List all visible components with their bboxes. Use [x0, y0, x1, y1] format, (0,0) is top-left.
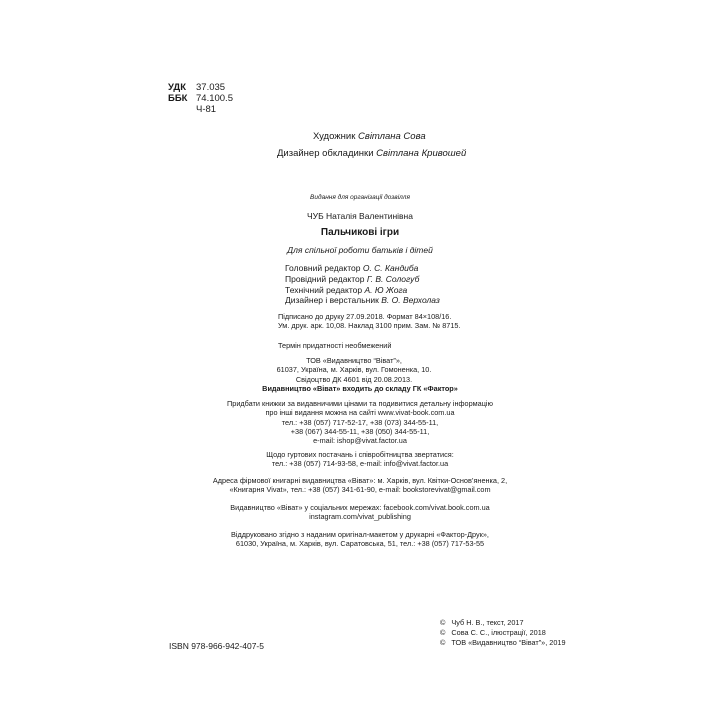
classification-block	[168, 82, 233, 115]
shop-info-block	[0, 476, 720, 495]
copyright-symbol: ©	[440, 628, 446, 638]
buy-info-line: про інші видання можна на сайті www.vivat-book.com.ua	[265, 408, 455, 418]
publisher-group: Видавництво «Віват» входить до складу ГК «Фактор»	[262, 383, 458, 393]
social-info-block	[0, 503, 720, 522]
author-mark-value: Ч-81	[196, 104, 217, 115]
print-info-line: Ум. друк. арк. 10,08. Наклад 3100 прим. Зам. № 8715.	[278, 321, 461, 331]
book-author: ЧУБ Наталія Валентинівна	[307, 211, 413, 221]
buy-info-line: Придбати книжки за видавничими цінами та подивитися детальну інформацію	[227, 399, 493, 408]
cover-designer-credit	[277, 148, 466, 159]
editor-role: Провідний редактор	[285, 273, 365, 284]
copyright-text: Чуб Н. В., текст, 2017	[451, 618, 524, 627]
udc-label: УДК	[168, 82, 186, 93]
editor-name: А. Ю Жога	[364, 284, 408, 295]
copyright-row	[440, 618, 566, 628]
artist-credit	[313, 131, 426, 142]
edition-note: Видання для організації дозвілля	[310, 194, 410, 201]
isbn: ISBN 978-966-942-407-5	[169, 641, 264, 651]
buy-info-line: +38 (067) 344-55-11, +38 (050) 344-55-11,	[290, 426, 430, 436]
copyright-symbol: ©	[440, 618, 446, 627]
print-info-line: Підписано до друку 27.09.2018. Формат 84×108/16.	[278, 312, 452, 321]
editor-name: О. С. Кандиба	[362, 263, 419, 273]
buy-info-line: e-mail: ishop@vivat.factor.ua	[313, 436, 407, 446]
editor-role: Головний редактор	[285, 263, 361, 273]
shop-info-line: Адреса фірмової книгарні видавництва «Віват»: м. Харків, вул. Квітки-Основ’яненка, 2,	[212, 476, 508, 485]
publisher-block	[0, 356, 720, 393]
editor-role: Дизайнер і верстальник	[285, 295, 379, 306]
book-subtitle: Для спільної роботи батьків і дітей	[287, 245, 433, 255]
buy-info-block	[0, 399, 720, 445]
editor-name: Г. В. Сологуб	[366, 273, 420, 284]
editor-row	[285, 263, 440, 274]
bbk-label: ББК	[168, 93, 188, 104]
editor-row	[285, 295, 440, 306]
editor-role: Технічний редактор	[285, 284, 363, 295]
copyright-row	[440, 628, 566, 638]
editor-name: В. О. Верхолаз	[381, 295, 440, 306]
editors-block	[285, 263, 440, 306]
editor-row	[285, 274, 440, 285]
artist-name: Світлана Сова	[358, 131, 426, 142]
publisher-line: 61037, Україна, м. Харків, вул. Гомоненка, 10.	[276, 365, 432, 375]
copyright-text: Сова С. С., ілюстрації, 2018	[451, 628, 546, 638]
shelf-life: Термін придатності необмежений	[278, 341, 392, 350]
udc-row	[168, 82, 233, 93]
copyright-row	[440, 638, 566, 648]
copyright-block	[440, 618, 566, 649]
cover-designer-name: Світлана Кривошей	[376, 148, 467, 159]
copyright-symbol: ©	[440, 638, 446, 648]
social-info-line: instagram.com/vivat_publishing	[309, 512, 411, 522]
book-title: Пальчикові ігри	[320, 227, 400, 238]
printing-info-block	[0, 530, 720, 549]
wholesale-info-line: тел.: +38 (057) 714-93-58, e-mail: info@vivat.factor.ua	[271, 459, 449, 469]
publisher-line: Свідоцтво ДК 4601 від 20.08.2013.	[295, 374, 413, 384]
shop-info-line: «Книгарня Vivat», тел.: +38 (057) 341-61-90, e-mail: bookstorevivat@gmail.com	[229, 485, 491, 495]
bbk-value: 74.100.5	[196, 93, 233, 104]
cover-designer-label: Дизайнер обкладинки	[277, 148, 374, 159]
buy-info-line: тел.: +38 (057) 717-52-17, +38 (073) 344-55-11,	[281, 417, 439, 427]
bbk-row	[168, 93, 233, 104]
artist-label: Художник	[313, 131, 356, 142]
author-mark-row	[168, 104, 233, 115]
social-info-line: Видавництво «Віват» у соціальних мережах: facebook.com/vivat.book.com.ua	[230, 503, 490, 512]
wholesale-info-line: Щодо гуртових постачань і співробітництва звертатися:	[266, 450, 454, 459]
printing-info-line: 61030, Україна, м. Харків, вул. Саратовська, 51, тел.: +38 (057) 717-53-55	[235, 539, 485, 549]
print-info	[278, 312, 460, 331]
author-mark-label	[168, 104, 196, 115]
publisher-line: ТОВ «Видавництво “Віват”»,	[306, 356, 402, 365]
editor-row	[285, 285, 440, 296]
copyright-text: ТОВ «Видавництво “Віват”», 2019	[451, 638, 566, 648]
printing-info-line: Віддруковано згідно з наданим оригінал-макетом у друкарні «Фактор-Друк»,	[231, 530, 489, 539]
udc-value: 37.035	[196, 82, 226, 93]
wholesale-info-block	[0, 450, 720, 469]
